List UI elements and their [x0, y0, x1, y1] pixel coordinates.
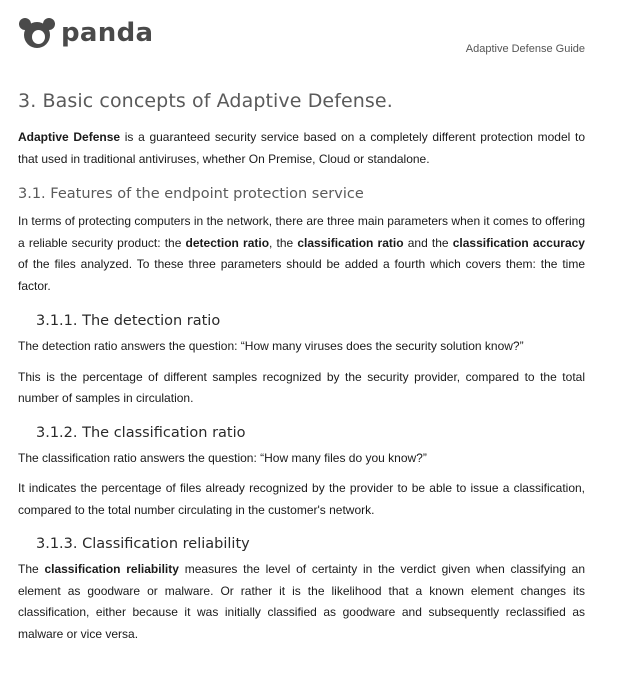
- section-3-1-title: 3.1. Features of the endpoint protection service: [18, 186, 364, 202]
- bold-term-classification-reliability: classification reliability: [44, 562, 179, 576]
- panda-logo: [18, 17, 153, 49]
- chapter-title: 3. Basic concepts of Adaptive Defense.: [18, 90, 393, 112]
- section-3-1-1-paragraph-2: This is the percentage of different samples recognized by the security provider, compared to the total number of samples in circulation.: [18, 369, 585, 405]
- section-3-1-1-paragraph-1: The detection ratio answers the question: “How many viruses does the security solution know?”: [18, 339, 524, 353]
- section-3-1-3-paragraph: [18, 559, 585, 645]
- text-run: In terms of protecting computers in the network, there are three main parameters when it comes to offering a reliable security product: the: [18, 214, 585, 250]
- section-3-1-paragraph: [18, 211, 585, 297]
- document-body: [18, 88, 585, 645]
- section-3-1-2-paragraph-1: The classification ratio answers the question: “How many files do you know?”: [18, 450, 427, 465]
- section-3-1-2-title: 3.1.2. The classification ratio: [36, 424, 246, 441]
- text-run: measures the level of certainty in the verdict given when classifying an element as goodware or malware. Or rather it is the likelihood that a known element changes its classification, either because it was initially classified as goodware and subsequently reclassified as malware or vice versa.: [18, 562, 586, 641]
- intro-paragraph: [18, 127, 585, 170]
- intro-bold-term: Adaptive Defense: [18, 130, 121, 144]
- intro-text: is a guaranteed security service based on a completely different protection model to that used in traditional antiviruses, whether On Premise, Cloud or standalone.: [18, 130, 585, 166]
- text-run: , the: [269, 235, 298, 250]
- logo-wordmark: panda: [61, 18, 154, 48]
- page-header: [0, 0, 619, 70]
- section-3-1-3-title: 3.1.3. Classification reliability: [36, 536, 250, 552]
- guide-title: Adaptive Defense Guide: [465, 43, 585, 55]
- bold-term-detection-ratio: detection ratio: [185, 235, 270, 250]
- section-3-1-1-title: 3.1.1. The detection ratio: [36, 313, 221, 329]
- section-3-1-2-paragraph-2: It indicates the percentage of files already recognized by the provider to be able to issue a classification, compared to the total number circulating in the customer's network.: [18, 481, 585, 517]
- bold-term-classification-ratio: classification ratio: [297, 235, 404, 250]
- text-run: and the: [403, 235, 453, 250]
- bold-term-classification-accuracy: classification accuracy: [452, 235, 585, 250]
- text-run: of the files analyzed. To these three parameters should be added a fourth which covers them: the time factor.: [18, 257, 585, 293]
- text-run: The: [18, 562, 45, 576]
- panda-bear-icon: [18, 17, 56, 49]
